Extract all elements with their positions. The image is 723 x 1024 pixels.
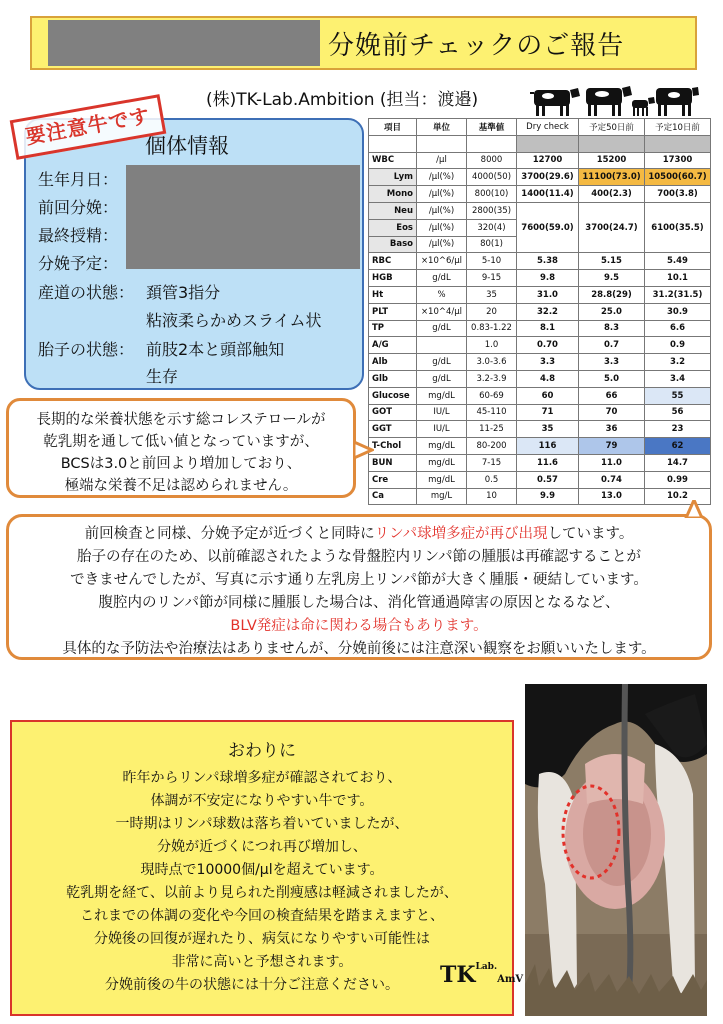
table-value-cell: 700(3.8) xyxy=(645,186,711,203)
table-value-cell: 62 xyxy=(645,438,711,455)
table-value-cell: 0.9 xyxy=(645,337,711,354)
birth-canal-label: 産道の状態： xyxy=(38,283,135,302)
fetus-state-value-1: 前肢2本と頭部触知 xyxy=(146,340,285,359)
table-item-cell: Alb xyxy=(369,354,417,371)
table-item-cell: RBC xyxy=(369,253,417,270)
table-unit-cell: g/dL xyxy=(417,320,467,337)
redacted-name-block xyxy=(48,20,320,66)
closing-line: 昨年からリンパ球増多症が確認されており、 xyxy=(122,770,402,786)
table-value-cell: 116 xyxy=(517,438,579,455)
table-unit-cell: g/dL xyxy=(417,370,467,387)
table-row xyxy=(369,354,711,371)
lymph-text: しています。 xyxy=(547,526,634,542)
table-item-cell: A/G xyxy=(369,337,417,354)
lymph-note-line-6: 具体的な予防法や治療法はありませんが、分娩前後には注意深い観察をお願いいたします。 xyxy=(62,641,656,657)
table-unit-cell: % xyxy=(417,286,467,303)
table-spacer-cell xyxy=(645,135,711,152)
lymph-note-line-3: できませんでしたが、写真に示す通り左乳房上リンパ節が大きく腫脹・硬結しています。 xyxy=(70,572,648,588)
table-item-cell: Neu xyxy=(369,202,417,219)
closing-line: 体調が不安定になりやすい牛です。 xyxy=(150,793,374,809)
table-item-cell: GGT xyxy=(369,421,417,438)
table-unit-cell: /μl(%) xyxy=(417,236,467,253)
table-unit-cell: mg/dL xyxy=(417,438,467,455)
table-ref-cell: 10 xyxy=(467,488,517,505)
table-value-cell: 35 xyxy=(517,421,579,438)
closing-line: 乾乳期を経て、以前より見られた削痩感は軽減されましたが、 xyxy=(66,885,458,901)
table-value-cell: 5.15 xyxy=(579,253,645,270)
table-ref-cell: 60-69 xyxy=(467,387,517,404)
table-ref-cell: 3.2-3.9 xyxy=(467,370,517,387)
table-value-cell: 5.0 xyxy=(579,370,645,387)
table-item-cell: Ca xyxy=(369,488,417,505)
table-item-cell: BUN xyxy=(369,454,417,471)
closing-line: 非常に高いと予想されます。 xyxy=(171,954,353,970)
table-ref-cell: 4000(50) xyxy=(467,169,517,186)
table-value-cell: 31.2(31.5) xyxy=(645,286,711,303)
table-header-row xyxy=(369,119,711,136)
redacted-info-block xyxy=(126,165,360,269)
closing-line: 分娩が近づくにつれ再び増加し、 xyxy=(157,839,367,855)
table-ref-cell: 80(1) xyxy=(467,236,517,253)
table-value-cell: 6.6 xyxy=(645,320,711,337)
lymph-note-line-1 xyxy=(6,522,712,543)
closing-line: 現時点で10000個/μlを超えています。 xyxy=(140,862,384,878)
birth-canal-value-2: 粘液柔らかめスライム状 xyxy=(146,311,322,330)
table-spacer-cell xyxy=(517,135,579,152)
table-ref-cell: 20 xyxy=(467,303,517,320)
table-value-cell: 14.7 xyxy=(645,454,711,471)
table-ref-cell: 320(4) xyxy=(467,219,517,236)
table-ref-cell: 3.0-3.6 xyxy=(467,354,517,371)
table-header-cell: 項目 xyxy=(369,119,417,136)
table-value-cell: 0.7 xyxy=(579,337,645,354)
table-value-cell: 5.38 xyxy=(517,253,579,270)
udder-photo xyxy=(525,684,707,1016)
table-value-cell: 9.9 xyxy=(517,488,579,505)
table-ref-cell: 0.83-1.22 xyxy=(467,320,517,337)
table-unit-cell: g/dL xyxy=(417,270,467,287)
table-unit-cell: ×10^6/μl xyxy=(417,253,467,270)
table-unit-cell: /μl(%) xyxy=(417,202,467,219)
table-value-cell: 0.70 xyxy=(517,337,579,354)
logo-sup: Lab. xyxy=(475,962,498,972)
table-item-cell: Baso xyxy=(369,236,417,253)
table-ref-cell: 1.0 xyxy=(467,337,517,354)
table-row xyxy=(369,337,711,354)
table-value-cell: 28.8(29) xyxy=(579,286,645,303)
table-unit-cell: IU/L xyxy=(417,421,467,438)
table-header-cell: 予定50日前 xyxy=(579,119,645,136)
table-row xyxy=(369,454,711,471)
info-title: 個体情報 xyxy=(145,134,229,158)
table-value-cell: 79 xyxy=(579,438,645,455)
table-spacer-cell xyxy=(417,135,467,152)
chol-note-line: BCSは3.0と前回より増加しており、 xyxy=(60,456,302,472)
report-title: 分娩前チェックのご報告 xyxy=(328,31,625,61)
prev-calving-label: 前回分娩： xyxy=(38,198,119,217)
company-logo xyxy=(440,962,523,988)
table-spacer-cell xyxy=(467,135,517,152)
table-value-cell: 17300 xyxy=(645,152,711,169)
table-row xyxy=(369,169,711,186)
lymph-note-line-5: BLV発症は命に関わる場合もあります。 xyxy=(230,618,488,634)
table-item-cell: Eos xyxy=(369,219,417,236)
table-value-cell: 70 xyxy=(579,404,645,421)
table-value-cell: 1400(11.4) xyxy=(517,186,579,203)
table-value-cell: 31.0 xyxy=(517,286,579,303)
table-unit-cell: mg/dL xyxy=(417,387,467,404)
table-unit-cell: mg/L xyxy=(417,488,467,505)
fetus-state-label: 胎子の状態： xyxy=(38,340,135,359)
table-row xyxy=(369,421,711,438)
table-unit-cell: /μl xyxy=(417,152,467,169)
birth-canal-value-1: 頚管3指分 xyxy=(146,283,221,302)
table-header-cell: 単位 xyxy=(417,119,467,136)
table-value-cell: 30.9 xyxy=(645,303,711,320)
table-row xyxy=(369,286,711,303)
table-unit-cell: mg/dL xyxy=(417,454,467,471)
table-value-cell: 10.1 xyxy=(645,270,711,287)
table-value-cell: 56 xyxy=(645,404,711,421)
table-value-cell: 5.49 xyxy=(645,253,711,270)
table-ref-cell: 2800(35) xyxy=(467,202,517,219)
table-row xyxy=(369,202,711,219)
table-value-cell: 4.8 xyxy=(517,370,579,387)
table-value-cell: 0.57 xyxy=(517,471,579,488)
table-unit-cell: /μl(%) xyxy=(417,219,467,236)
table-spacer-cell xyxy=(579,135,645,152)
table-ref-cell: 35 xyxy=(467,286,517,303)
table-header-cell: 基準値 xyxy=(467,119,517,136)
table-item-cell: T-Chol xyxy=(369,438,417,455)
table-value-cell: 3.2 xyxy=(645,354,711,371)
table-value-cell: 12700 xyxy=(517,152,579,169)
table-row xyxy=(369,186,711,203)
callout-pointer-icon xyxy=(684,500,704,518)
lymph-note-line-4: 腹腔内のリンパ節が同様に腫脹した場合は、消化管通過障害の原因となるなど、 xyxy=(98,595,620,611)
caution-stamp: 要注意牛です xyxy=(10,94,167,160)
table-ref-cell: 7-15 xyxy=(467,454,517,471)
table-spacer-row xyxy=(369,135,711,152)
table-unit-cell: IU/L xyxy=(417,404,467,421)
lymph-highlight-text: リンパ球増多症が再び出現 xyxy=(374,526,548,542)
lab-results-table xyxy=(368,118,711,505)
table-value-cell: 3.4 xyxy=(645,370,711,387)
table-value-cell: 8.1 xyxy=(517,320,579,337)
table-value-cell: 3.3 xyxy=(517,354,579,371)
table-value-cell: 13.0 xyxy=(579,488,645,505)
closing-title: おわりに xyxy=(228,741,296,761)
table-value-cell: 0.99 xyxy=(645,471,711,488)
table-unit-cell: ×10^4/μl xyxy=(417,303,467,320)
closing-line: これまでの体調の変化や今回の検査結果を踏まえますと、 xyxy=(80,908,444,924)
table-header-cell: 予定10日前 xyxy=(645,119,711,136)
table-value-cell: 15200 xyxy=(579,152,645,169)
chol-note-line: 長期的な栄養状態を示す総コレステロールが xyxy=(36,412,326,428)
table-value-cell: 3700(24.7) xyxy=(579,202,645,252)
table-row xyxy=(369,488,711,505)
table-value-cell: 8.3 xyxy=(579,320,645,337)
chol-note-line: 極端な栄養不足は認められません。 xyxy=(64,478,298,494)
last-insemination-label: 最終授精： xyxy=(38,226,119,245)
closing-line: 一時期はリンパ球数は落ち着いていましたが、 xyxy=(115,816,409,832)
table-unit-cell: /μl(%) xyxy=(417,186,467,203)
table-value-cell: 11.0 xyxy=(579,454,645,471)
table-value-cell: 23 xyxy=(645,421,711,438)
company-line: (株)TK-Lab.Ambition (担当：渡邉) xyxy=(206,90,479,110)
table-value-cell: 0.74 xyxy=(579,471,645,488)
table-spacer-cell xyxy=(369,135,417,152)
birth-date-label: 生年月日： xyxy=(38,170,119,189)
table-row xyxy=(369,303,711,320)
table-unit-cell: mg/dL xyxy=(417,471,467,488)
lymph-note-line-2: 胎子の存在のため、以前確認されたような骨盤腔内リンパ節の腫脹は再確認することが xyxy=(77,549,641,565)
table-value-cell: 3.3 xyxy=(579,354,645,371)
table-value-cell: 7600(59.0) xyxy=(517,202,579,252)
table-item-cell: Ht xyxy=(369,286,417,303)
table-value-cell: 6100(35.5) xyxy=(645,202,711,252)
table-value-cell: 9.5 xyxy=(579,270,645,287)
table-item-cell: WBC xyxy=(369,152,417,169)
table-value-cell: 10.2 xyxy=(645,488,711,505)
table-unit-cell xyxy=(417,337,467,354)
table-ref-cell: 5-10 xyxy=(467,253,517,270)
table-item-cell: TP xyxy=(369,320,417,337)
table-row xyxy=(369,370,711,387)
table-ref-cell: 800(10) xyxy=(467,186,517,203)
table-value-cell: 36 xyxy=(579,421,645,438)
table-item-cell: Lym xyxy=(369,169,417,186)
cow-silhouettes-icon xyxy=(528,82,700,118)
callout-pointer-icon xyxy=(354,440,374,460)
table-value-cell: 55 xyxy=(645,387,711,404)
table-item-cell: GOT xyxy=(369,404,417,421)
table-item-cell: Glb xyxy=(369,370,417,387)
logo-sub: AmV xyxy=(497,974,524,985)
fetus-state-value-2: 生存 xyxy=(146,367,179,386)
closing-line: 分娩前後の牛の状態には十分ご注意ください。 xyxy=(105,977,399,993)
table-value-cell: 10500(60.7) xyxy=(645,169,711,186)
lymph-text: 前回検査と同様、分娩予定が近づくと同時に xyxy=(84,526,375,542)
table-value-cell: 25.0 xyxy=(579,303,645,320)
table-ref-cell: 11-25 xyxy=(467,421,517,438)
table-item-cell: Cre xyxy=(369,471,417,488)
table-row xyxy=(369,471,711,488)
table-row xyxy=(369,253,711,270)
due-date-label: 分娩予定： xyxy=(38,254,119,273)
table-ref-cell: 9-15 xyxy=(467,270,517,287)
table-item-cell: PLT xyxy=(369,303,417,320)
closing-line: 分娩後の回復が遅れたり、病気になりやすい可能性は xyxy=(94,931,430,947)
table-value-cell: 400(2.3) xyxy=(579,186,645,203)
table-value-cell: 9.8 xyxy=(517,270,579,287)
table-row xyxy=(369,404,711,421)
table-value-cell: 71 xyxy=(517,404,579,421)
table-item-cell: Mono xyxy=(369,186,417,203)
table-ref-cell: 80-200 xyxy=(467,438,517,455)
table-row xyxy=(369,438,711,455)
table-header-cell: Dry check xyxy=(517,119,579,136)
table-unit-cell: /μl(%) xyxy=(417,169,467,186)
chol-note-line: 乾乳期を通して低い値となっていますが、 xyxy=(43,434,319,450)
logo-text: TK xyxy=(440,962,476,988)
table-unit-cell: g/dL xyxy=(417,354,467,371)
table-value-cell: 11100(73.0) xyxy=(579,169,645,186)
table-ref-cell: 0.5 xyxy=(467,471,517,488)
table-ref-cell: 8000 xyxy=(467,152,517,169)
table-item-cell: HGB xyxy=(369,270,417,287)
lab-results-table-wrap xyxy=(368,118,710,504)
table-item-cell: Glucose xyxy=(369,387,417,404)
table-value-cell: 3700(29.6) xyxy=(517,169,579,186)
table-value-cell: 32.2 xyxy=(517,303,579,320)
udder-photo-drawing xyxy=(525,684,707,1016)
table-row xyxy=(369,270,711,287)
table-row xyxy=(369,320,711,337)
table-row xyxy=(369,387,711,404)
table-value-cell: 66 xyxy=(579,387,645,404)
table-value-cell: 60 xyxy=(517,387,579,404)
table-ref-cell: 45-110 xyxy=(467,404,517,421)
table-row xyxy=(369,152,711,169)
table-value-cell: 11.6 xyxy=(517,454,579,471)
